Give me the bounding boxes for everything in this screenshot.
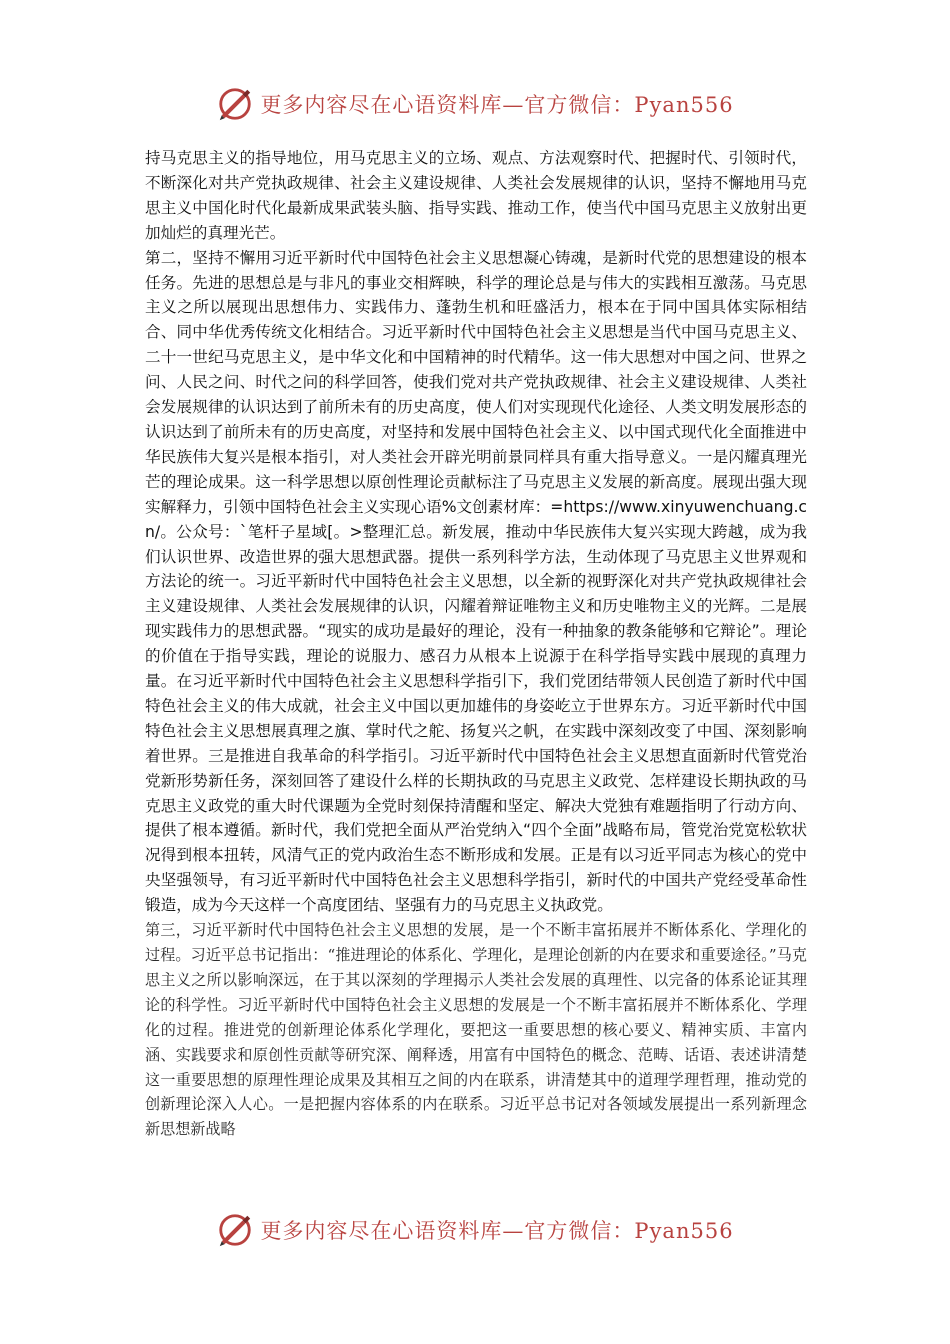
paragraph-1: 持马克思主义的指导地位，用马克思主义的立场、观点、方法观察时代、把握时代、引领时代，不断深化对共产党执政规律、社会主义建设规律、人类社会发展规律的认识，坚持不懈地用马克思主义中国化时代化最新成果武装头脑、指导实践、推动工作，使当代中国马克思主义放射出更加灿烂的真理光芒。: [145, 149, 807, 242]
header-banner: [0, 82, 950, 126]
paragraph-3: 第三，习近平新时代中国特色社会主义思想的发展，是一个不断丰富拓展并不断体系化、学理化的过程。习近平总书记指出：“推进理论的体系化、学理化，是理论创新的内在要求和重要途径。”马克思主义之所以影响深远，在于其以深刻的学理揭示人类社会发展的真理性、以完备的体系论证其理论的科学性。习近平新时代中国特色社会主义思想的发展是一个不断丰富拓展并不断体系化、学理化的过程。推进党的创新理论体系化学理化，要把这一重要思想的核心要义、精神实质、丰富内涵、实践要求和原创性贡献等研究深、阐释透，用富有中国特色的概念、范畴、话语、表述讲清楚这一重要思想的原理性理论成果及其相互之间的内在联系，讲清楚其中的道理学理哲理，推动党的创新理论深入人心。一是把握内容体系的内在联系。习近平总书记对各领域发展提出一系列新理念新思想新战略: [145, 921, 807, 1139]
footer-banner-text: 更多内容尽在心语资料库—官方微信：Pyan556: [260, 1219, 734, 1243]
pen-logo-icon: [216, 1211, 254, 1249]
paragraph-2: 第二，坚持不懈用习近平新时代中国特色社会主义思想凝心铸魂，是新时代党的思想建设的根本任务。先进的思想总是与非凡的事业交相辉映，科学的理论总是与伟大的实践相互激荡。马克思主义之所以展现出思想伟力、实践伟力、蓬勃生机和旺盛活力，根本在于同中国具体实际相结合、同中华优秀传统文化相结合。习近平新时代中国特色社会主义思想是当代中国马克思主义、二十一世纪马克思主义，是中华文化和中国精神的时代精华。这一伟大思想对中国之问、世界之问、人民之问、时代之问的科学回答，使我们党对共产党执政规律、社会主义建设规律、人类社会发展规律的认识达到了前所未有的历史高度，使人们对实现现代化途径、人类文明发展形态的认识达到了前所未有的历史高度，对坚持和发展中国特色社会主义、以中国式现代化全面推进中华民族伟大复兴是根本指引，对人类社会开辟光明前景同样具有重大指导意义。一是闪耀真理光芒的理论成果。这一科学思想以原创性理论贡献标注了马克思主义发展的新高度。展现出强大现实解释力，引领中国特色社会主义实现心语%文创素材库：=https://www.xinyuwenchuang.cn/。公众号：`笔杆子星域[。>整理汇总。新发展，推动中华民族伟大复兴实现大跨越，成为我们认识世界、改造世界的强大思想武器。提供一系列科学方法，生动体现了马克思主义世界观和方法论的统一。习近平新时代中国特色社会主义思想，以全新的视野深化对共产党执政规律社会主义建设规律、人类社会发展规律的认识，闪耀着辩证唯物主义和历史唯物主义的光辉。二是展现实践伟力的思想武器。“现实的成功是最好的理论，没有一种抽象的教条能够和它辩论”。理论的价值在于指导实践，理论的说服力、感召力从根本上说源于在科学指导实践中展现的真理力量。在习近平新时代中国特色社会主义思想科学指引下，我们党团结带领人民创造了新时代中国特色社会主义的伟大成就，社会主义中国以更加雄伟的身姿屹立于世界东方。习近平新时代中国特色社会主义思想展真理之旗、掌时代之舵、扬复兴之帆，在实践中深刻改变了中国、深刻影响着世界。三是推进自我革命的科学指引。习近平新时代中国特色社会主义思想直面新时代管党治党新形势新任务，深刻回答了建设什么样的长期执政的马克思主义政党、怎样建设长期执政的马克思主义政党的重大时代课题为全党时刻保持清醒和坚定、解决大党独有难题指明了行动方向、提供了根本遵循。新时代，我们党把全面从严治党纳入“四个全面”战略布局，管党治党宽松软状况得到根本扭转，风清气正的党内政治生态不断形成和发展。正是有以习近平同志为核心的党中央坚强领导，有习近平新时代中国特色社会主义思想科学指引，新时代的中国共产党经受革命性锻造，成为今天这样一个高度团结、坚强有力的马克思主义执政党。: [145, 248, 807, 915]
footer-banner: [0, 1208, 950, 1252]
document-body: [145, 146, 807, 1142]
pen-logo-icon: [216, 85, 254, 123]
header-banner-text: 更多内容尽在心语资料库—官方微信：Pyan556: [260, 93, 734, 117]
